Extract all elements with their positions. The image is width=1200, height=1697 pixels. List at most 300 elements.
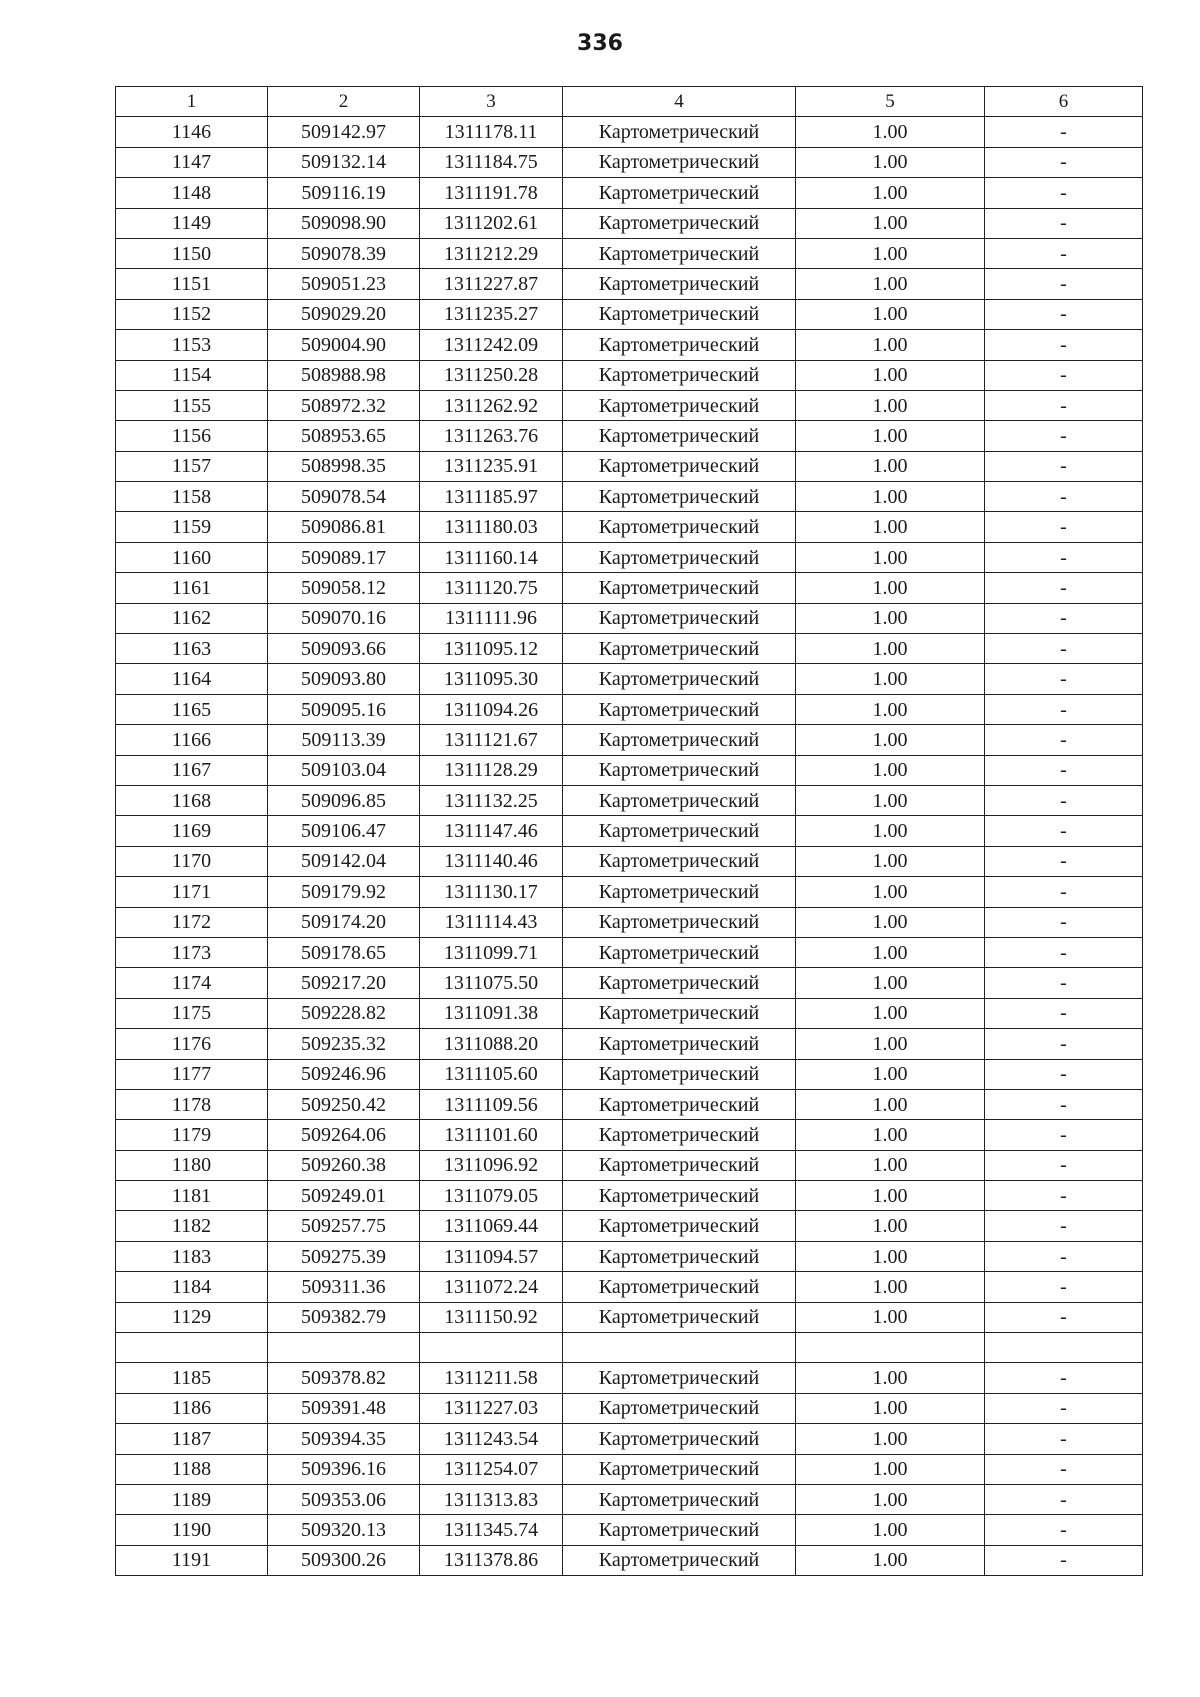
point-number-cell: 1172 <box>116 907 268 937</box>
description-cell: - <box>985 1059 1143 1089</box>
description-cell: - <box>985 573 1143 603</box>
y-coordinate-cell: 1311242.09 <box>420 330 563 360</box>
description-cell: - <box>985 907 1143 937</box>
table-row <box>116 390 1143 420</box>
point-number-cell: 1183 <box>116 1241 268 1271</box>
y-coordinate-cell: 1311111.96 <box>420 603 563 633</box>
point-number-cell: 1175 <box>116 998 268 1028</box>
table-body <box>116 117 1143 1576</box>
table-row <box>116 755 1143 785</box>
accuracy-cell: 1.00 <box>796 542 985 572</box>
point-number-cell: 1151 <box>116 269 268 299</box>
description-cell: - <box>985 816 1143 846</box>
point-number-cell: 1191 <box>116 1545 268 1575</box>
table-row <box>116 907 1143 937</box>
y-coordinate-cell: 1311120.75 <box>420 573 563 603</box>
y-coordinate-cell: 1311235.27 <box>420 299 563 329</box>
point-number-cell: 1178 <box>116 1089 268 1119</box>
table-row <box>116 603 1143 633</box>
point-number-cell: 1148 <box>116 178 268 208</box>
x-coordinate-cell: 509116.19 <box>268 178 420 208</box>
y-coordinate-cell: 1311185.97 <box>420 482 563 512</box>
x-coordinate-cell: 509174.20 <box>268 907 420 937</box>
accuracy-cell: 1.00 <box>796 1272 985 1302</box>
x-coordinate-cell: 509086.81 <box>268 512 420 542</box>
table-row <box>116 1333 1143 1363</box>
table-row <box>116 998 1143 1028</box>
table-row <box>116 330 1143 360</box>
y-coordinate-cell: 1311079.05 <box>420 1181 563 1211</box>
description-cell: - <box>985 1302 1143 1332</box>
x-coordinate-cell: 509106.47 <box>268 816 420 846</box>
description-cell: - <box>985 785 1143 815</box>
table-row <box>116 1454 1143 1484</box>
x-coordinate-cell: 509070.16 <box>268 603 420 633</box>
table-row <box>116 937 1143 967</box>
point-number-cell: 1189 <box>116 1484 268 1514</box>
point-number-cell: 1190 <box>116 1515 268 1545</box>
method-cell: Картометрический <box>563 1211 796 1241</box>
table-row <box>116 1150 1143 1180</box>
description-cell: - <box>985 1120 1143 1150</box>
point-number-cell: 1182 <box>116 1211 268 1241</box>
y-coordinate-cell: 1311140.46 <box>420 846 563 876</box>
point-number-cell: 1157 <box>116 451 268 481</box>
accuracy-cell: 1.00 <box>796 907 985 937</box>
point-number-cell: 1184 <box>116 1272 268 1302</box>
point-number-cell: 1185 <box>116 1363 268 1393</box>
method-cell: Картометрический <box>563 512 796 542</box>
description-cell: - <box>985 482 1143 512</box>
y-coordinate-cell: 1311263.76 <box>420 421 563 451</box>
coordinates-table <box>115 86 1143 1576</box>
x-coordinate-cell: 509029.20 <box>268 299 420 329</box>
description-cell: - <box>985 1089 1143 1119</box>
accuracy-cell: 1.00 <box>796 573 985 603</box>
x-coordinate-cell: 509382.79 <box>268 1302 420 1332</box>
method-cell: Картометрический <box>563 968 796 998</box>
table-row <box>116 269 1143 299</box>
point-number-cell: 1161 <box>116 573 268 603</box>
point-number-cell: 1167 <box>116 755 268 785</box>
y-coordinate-cell: 1311075.50 <box>420 968 563 998</box>
table-row <box>116 725 1143 755</box>
description-cell: - <box>985 1424 1143 1454</box>
description-cell: - <box>985 1545 1143 1575</box>
accuracy-cell: 1.00 <box>796 1424 985 1454</box>
point-number-cell: 1165 <box>116 694 268 724</box>
accuracy-cell: 1.00 <box>796 846 985 876</box>
table-row <box>116 1424 1143 1454</box>
accuracy-cell: 1.00 <box>796 755 985 785</box>
method-cell: Картометрический <box>563 1545 796 1575</box>
accuracy-cell: 1.00 <box>796 451 985 481</box>
table-row <box>116 968 1143 998</box>
y-coordinate-cell: 1311243.54 <box>420 1424 563 1454</box>
point-number-cell: 1171 <box>116 877 268 907</box>
description-cell: - <box>985 1484 1143 1514</box>
method-cell: Картометрический <box>563 178 796 208</box>
method-cell: Картометрический <box>563 816 796 846</box>
column-header-2: 2 <box>268 87 420 117</box>
x-coordinate-cell: 509058.12 <box>268 573 420 603</box>
point-number-cell <box>116 1333 268 1363</box>
point-number-cell: 1174 <box>116 968 268 998</box>
table-row <box>116 1211 1143 1241</box>
description-cell: - <box>985 421 1143 451</box>
table-row <box>116 1302 1143 1332</box>
column-header-3: 3 <box>420 87 563 117</box>
point-number-cell: 1179 <box>116 1120 268 1150</box>
x-coordinate-cell: 509353.06 <box>268 1484 420 1514</box>
accuracy-cell: 1.00 <box>796 877 985 907</box>
description-cell: - <box>985 208 1143 238</box>
description-cell: - <box>985 1393 1143 1423</box>
x-coordinate-cell: 508972.32 <box>268 390 420 420</box>
point-number-cell: 1177 <box>116 1059 268 1089</box>
column-header-6: 6 <box>985 87 1143 117</box>
y-coordinate-cell: 1311212.29 <box>420 238 563 268</box>
accuracy-cell: 1.00 <box>796 1150 985 1180</box>
x-coordinate-cell: 509051.23 <box>268 269 420 299</box>
point-number-cell: 1159 <box>116 512 268 542</box>
table-row <box>116 1181 1143 1211</box>
point-number-cell: 1173 <box>116 937 268 967</box>
method-cell: Картометрический <box>563 1484 796 1514</box>
method-cell: Картометрический <box>563 1424 796 1454</box>
x-coordinate-cell: 509078.54 <box>268 482 420 512</box>
x-coordinate-cell <box>268 1333 420 1363</box>
column-header-4: 4 <box>563 87 796 117</box>
x-coordinate-cell: 509142.04 <box>268 846 420 876</box>
y-coordinate-cell: 1311262.92 <box>420 390 563 420</box>
description-cell: - <box>985 694 1143 724</box>
point-number-cell: 1156 <box>116 421 268 451</box>
method-cell: Картометрический <box>563 330 796 360</box>
method-cell: Картометрический <box>563 725 796 755</box>
x-coordinate-cell: 509098.90 <box>268 208 420 238</box>
accuracy-cell: 1.00 <box>796 117 985 147</box>
y-coordinate-cell: 1311096.92 <box>420 1150 563 1180</box>
y-coordinate-cell: 1311088.20 <box>420 1029 563 1059</box>
table-row <box>116 1393 1143 1423</box>
accuracy-cell: 1.00 <box>796 725 985 755</box>
y-coordinate-cell: 1311069.44 <box>420 1211 563 1241</box>
method-cell: Картометрический <box>563 1150 796 1180</box>
accuracy-cell: 1.00 <box>796 421 985 451</box>
table-row <box>116 785 1143 815</box>
table-row <box>116 1241 1143 1271</box>
table-row <box>116 816 1143 846</box>
y-coordinate-cell: 1311180.03 <box>420 512 563 542</box>
point-number-cell: 1186 <box>116 1393 268 1423</box>
table-row <box>116 512 1143 542</box>
method-cell: Картометрический <box>563 573 796 603</box>
description-cell: - <box>985 1211 1143 1241</box>
y-coordinate-cell: 1311178.11 <box>420 117 563 147</box>
y-coordinate-cell: 1311099.71 <box>420 937 563 967</box>
y-coordinate-cell: 1311227.87 <box>420 269 563 299</box>
table-header-row <box>116 87 1143 117</box>
x-coordinate-cell: 509228.82 <box>268 998 420 1028</box>
x-coordinate-cell: 509103.04 <box>268 755 420 785</box>
x-coordinate-cell: 509178.65 <box>268 937 420 967</box>
y-coordinate-cell: 1311109.56 <box>420 1089 563 1119</box>
point-number-cell: 1146 <box>116 117 268 147</box>
method-cell: Картометрический <box>563 877 796 907</box>
point-number-cell: 1163 <box>116 634 268 664</box>
table-row <box>116 1029 1143 1059</box>
x-coordinate-cell: 509260.38 <box>268 1150 420 1180</box>
description-cell: - <box>985 1241 1143 1271</box>
x-coordinate-cell: 509275.39 <box>268 1241 420 1271</box>
accuracy-cell: 1.00 <box>796 147 985 177</box>
method-cell: Картометрический <box>563 1393 796 1423</box>
y-coordinate-cell: 1311345.74 <box>420 1515 563 1545</box>
description-cell: - <box>985 998 1143 1028</box>
y-coordinate-cell: 1311105.60 <box>420 1059 563 1089</box>
y-coordinate-cell: 1311095.30 <box>420 664 563 694</box>
accuracy-cell: 1.00 <box>796 269 985 299</box>
x-coordinate-cell: 509246.96 <box>268 1059 420 1089</box>
accuracy-cell: 1.00 <box>796 178 985 208</box>
description-cell: - <box>985 330 1143 360</box>
accuracy-cell: 1.00 <box>796 512 985 542</box>
accuracy-cell: 1.00 <box>796 634 985 664</box>
description-cell: - <box>985 178 1143 208</box>
description-cell: - <box>985 846 1143 876</box>
y-coordinate-cell: 1311072.24 <box>420 1272 563 1302</box>
table-row <box>116 573 1143 603</box>
description-cell: - <box>985 725 1143 755</box>
x-coordinate-cell: 508998.35 <box>268 451 420 481</box>
y-coordinate-cell: 1311211.58 <box>420 1363 563 1393</box>
description-cell: - <box>985 512 1143 542</box>
point-number-cell: 1164 <box>116 664 268 694</box>
point-number-cell: 1188 <box>116 1454 268 1484</box>
description-cell: - <box>985 1029 1143 1059</box>
accuracy-cell: 1.00 <box>796 299 985 329</box>
table-row <box>116 147 1143 177</box>
point-number-cell: 1154 <box>116 360 268 390</box>
point-number-cell: 1168 <box>116 785 268 815</box>
accuracy-cell: 1.00 <box>796 1029 985 1059</box>
y-coordinate-cell: 1311091.38 <box>420 998 563 1028</box>
method-cell: Картометрический <box>563 937 796 967</box>
method-cell: Картометрический <box>563 451 796 481</box>
accuracy-cell: 1.00 <box>796 664 985 694</box>
description-cell: - <box>985 238 1143 268</box>
y-coordinate-cell: 1311227.03 <box>420 1393 563 1423</box>
description-cell: - <box>985 755 1143 785</box>
y-coordinate-cell: 1311094.26 <box>420 694 563 724</box>
table-row <box>116 1272 1143 1302</box>
method-cell: Картометрический <box>563 1089 796 1119</box>
x-coordinate-cell: 509264.06 <box>268 1120 420 1150</box>
table-row <box>116 1089 1143 1119</box>
table-row <box>116 1059 1143 1089</box>
x-coordinate-cell: 509093.80 <box>268 664 420 694</box>
x-coordinate-cell: 509096.85 <box>268 785 420 815</box>
description-cell: - <box>985 117 1143 147</box>
accuracy-cell: 1.00 <box>796 603 985 633</box>
point-number-cell: 1187 <box>116 1424 268 1454</box>
y-coordinate-cell: 1311128.29 <box>420 755 563 785</box>
y-coordinate-cell: 1311378.86 <box>420 1545 563 1575</box>
method-cell: Картометрический <box>563 542 796 572</box>
description-cell: - <box>985 937 1143 967</box>
x-coordinate-cell: 509320.13 <box>268 1515 420 1545</box>
description-cell: - <box>985 299 1143 329</box>
table-row <box>116 1515 1143 1545</box>
x-coordinate-cell: 509391.48 <box>268 1393 420 1423</box>
method-cell: Картометрический <box>563 907 796 937</box>
accuracy-cell: 1.00 <box>796 238 985 268</box>
table-row <box>116 178 1143 208</box>
point-number-cell: 1162 <box>116 603 268 633</box>
description-cell: - <box>985 1150 1143 1180</box>
x-coordinate-cell: 509249.01 <box>268 1181 420 1211</box>
x-coordinate-cell: 509132.14 <box>268 147 420 177</box>
point-number-cell: 1149 <box>116 208 268 238</box>
accuracy-cell: 1.00 <box>796 998 985 1028</box>
y-coordinate-cell: 1311250.28 <box>420 360 563 390</box>
accuracy-cell: 1.00 <box>796 1515 985 1545</box>
y-coordinate-cell: 1311313.83 <box>420 1484 563 1514</box>
table-row <box>116 1363 1143 1393</box>
table-row <box>116 877 1143 907</box>
description-cell <box>985 1333 1143 1363</box>
point-number-cell: 1166 <box>116 725 268 755</box>
accuracy-cell: 1.00 <box>796 1393 985 1423</box>
description-cell: - <box>985 603 1143 633</box>
x-coordinate-cell: 509179.92 <box>268 877 420 907</box>
description-cell: - <box>985 664 1143 694</box>
x-coordinate-cell: 509095.16 <box>268 694 420 724</box>
description-cell: - <box>985 968 1143 998</box>
accuracy-cell: 1.00 <box>796 1484 985 1514</box>
point-number-cell: 1181 <box>116 1181 268 1211</box>
description-cell: - <box>985 451 1143 481</box>
x-coordinate-cell: 509235.32 <box>268 1029 420 1059</box>
y-coordinate-cell: 1311132.25 <box>420 785 563 815</box>
description-cell: - <box>985 1181 1143 1211</box>
method-cell: Картометрический <box>563 238 796 268</box>
x-coordinate-cell: 508953.65 <box>268 421 420 451</box>
method-cell: Картометрический <box>563 1363 796 1393</box>
x-coordinate-cell: 509089.17 <box>268 542 420 572</box>
method-cell: Картометрический <box>563 664 796 694</box>
method-cell: Картометрический <box>563 1029 796 1059</box>
description-cell: - <box>985 147 1143 177</box>
description-cell: - <box>985 269 1143 299</box>
accuracy-cell: 1.00 <box>796 1454 985 1484</box>
description-cell: - <box>985 1515 1143 1545</box>
accuracy-cell: 1.00 <box>796 1181 985 1211</box>
table-row <box>116 208 1143 238</box>
point-number-cell: 1150 <box>116 238 268 268</box>
y-coordinate-cell: 1311147.46 <box>420 816 563 846</box>
accuracy-cell: 1.00 <box>796 816 985 846</box>
x-coordinate-cell: 509378.82 <box>268 1363 420 1393</box>
table-row <box>116 846 1143 876</box>
x-coordinate-cell: 509217.20 <box>268 968 420 998</box>
accuracy-cell: 1.00 <box>796 937 985 967</box>
point-number-cell: 1158 <box>116 482 268 512</box>
method-cell: Картометрический <box>563 846 796 876</box>
table-row <box>116 1120 1143 1150</box>
method-cell: Картометрический <box>563 1302 796 1332</box>
x-coordinate-cell: 509078.39 <box>268 238 420 268</box>
description-cell: - <box>985 1272 1143 1302</box>
table-row <box>116 117 1143 147</box>
method-cell: Картометрический <box>563 269 796 299</box>
accuracy-cell: 1.00 <box>796 360 985 390</box>
x-coordinate-cell: 508988.98 <box>268 360 420 390</box>
point-number-cell: 1153 <box>116 330 268 360</box>
y-coordinate-cell <box>420 1333 563 1363</box>
x-coordinate-cell: 509394.35 <box>268 1424 420 1454</box>
y-coordinate-cell: 1311095.12 <box>420 634 563 664</box>
accuracy-cell: 1.00 <box>796 1302 985 1332</box>
x-coordinate-cell: 509396.16 <box>268 1454 420 1484</box>
method-cell: Картометрический <box>563 1515 796 1545</box>
y-coordinate-cell: 1311235.91 <box>420 451 563 481</box>
y-coordinate-cell: 1311254.07 <box>420 1454 563 1484</box>
method-cell: Картометрический <box>563 1059 796 1089</box>
method-cell: Картометрический <box>563 390 796 420</box>
y-coordinate-cell: 1311130.17 <box>420 877 563 907</box>
point-number-cell: 1169 <box>116 816 268 846</box>
table-row <box>116 299 1143 329</box>
point-number-cell: 1176 <box>116 1029 268 1059</box>
point-number-cell: 1147 <box>116 147 268 177</box>
accuracy-cell: 1.00 <box>796 785 985 815</box>
point-number-cell: 1152 <box>116 299 268 329</box>
method-cell: Картометрический <box>563 482 796 512</box>
table-row <box>116 664 1143 694</box>
point-number-cell: 1155 <box>116 390 268 420</box>
y-coordinate-cell: 1311150.92 <box>420 1302 563 1332</box>
table-row <box>116 1484 1143 1514</box>
point-number-cell: 1129 <box>116 1302 268 1332</box>
x-coordinate-cell: 509257.75 <box>268 1211 420 1241</box>
method-cell: Картометрический <box>563 1454 796 1484</box>
column-header-5: 5 <box>796 87 985 117</box>
point-number-cell: 1180 <box>116 1150 268 1180</box>
method-cell: Картометрический <box>563 998 796 1028</box>
page-number: 336 <box>577 31 623 56</box>
table-row <box>116 451 1143 481</box>
accuracy-cell: 1.00 <box>796 694 985 724</box>
description-cell: - <box>985 542 1143 572</box>
x-coordinate-cell: 509093.66 <box>268 634 420 664</box>
y-coordinate-cell: 1311202.61 <box>420 208 563 238</box>
method-cell: Картометрический <box>563 1120 796 1150</box>
y-coordinate-cell: 1311184.75 <box>420 147 563 177</box>
method-cell: Картометрический <box>563 603 796 633</box>
y-coordinate-cell: 1311094.57 <box>420 1241 563 1271</box>
x-coordinate-cell: 509300.26 <box>268 1545 420 1575</box>
table-row <box>116 634 1143 664</box>
table-row <box>116 421 1143 451</box>
accuracy-cell: 1.00 <box>796 1120 985 1150</box>
method-cell: Картометрический <box>563 1272 796 1302</box>
description-cell: - <box>985 390 1143 420</box>
method-cell: Картометрический <box>563 147 796 177</box>
table-row <box>116 1545 1143 1575</box>
accuracy-cell: 1.00 <box>796 208 985 238</box>
